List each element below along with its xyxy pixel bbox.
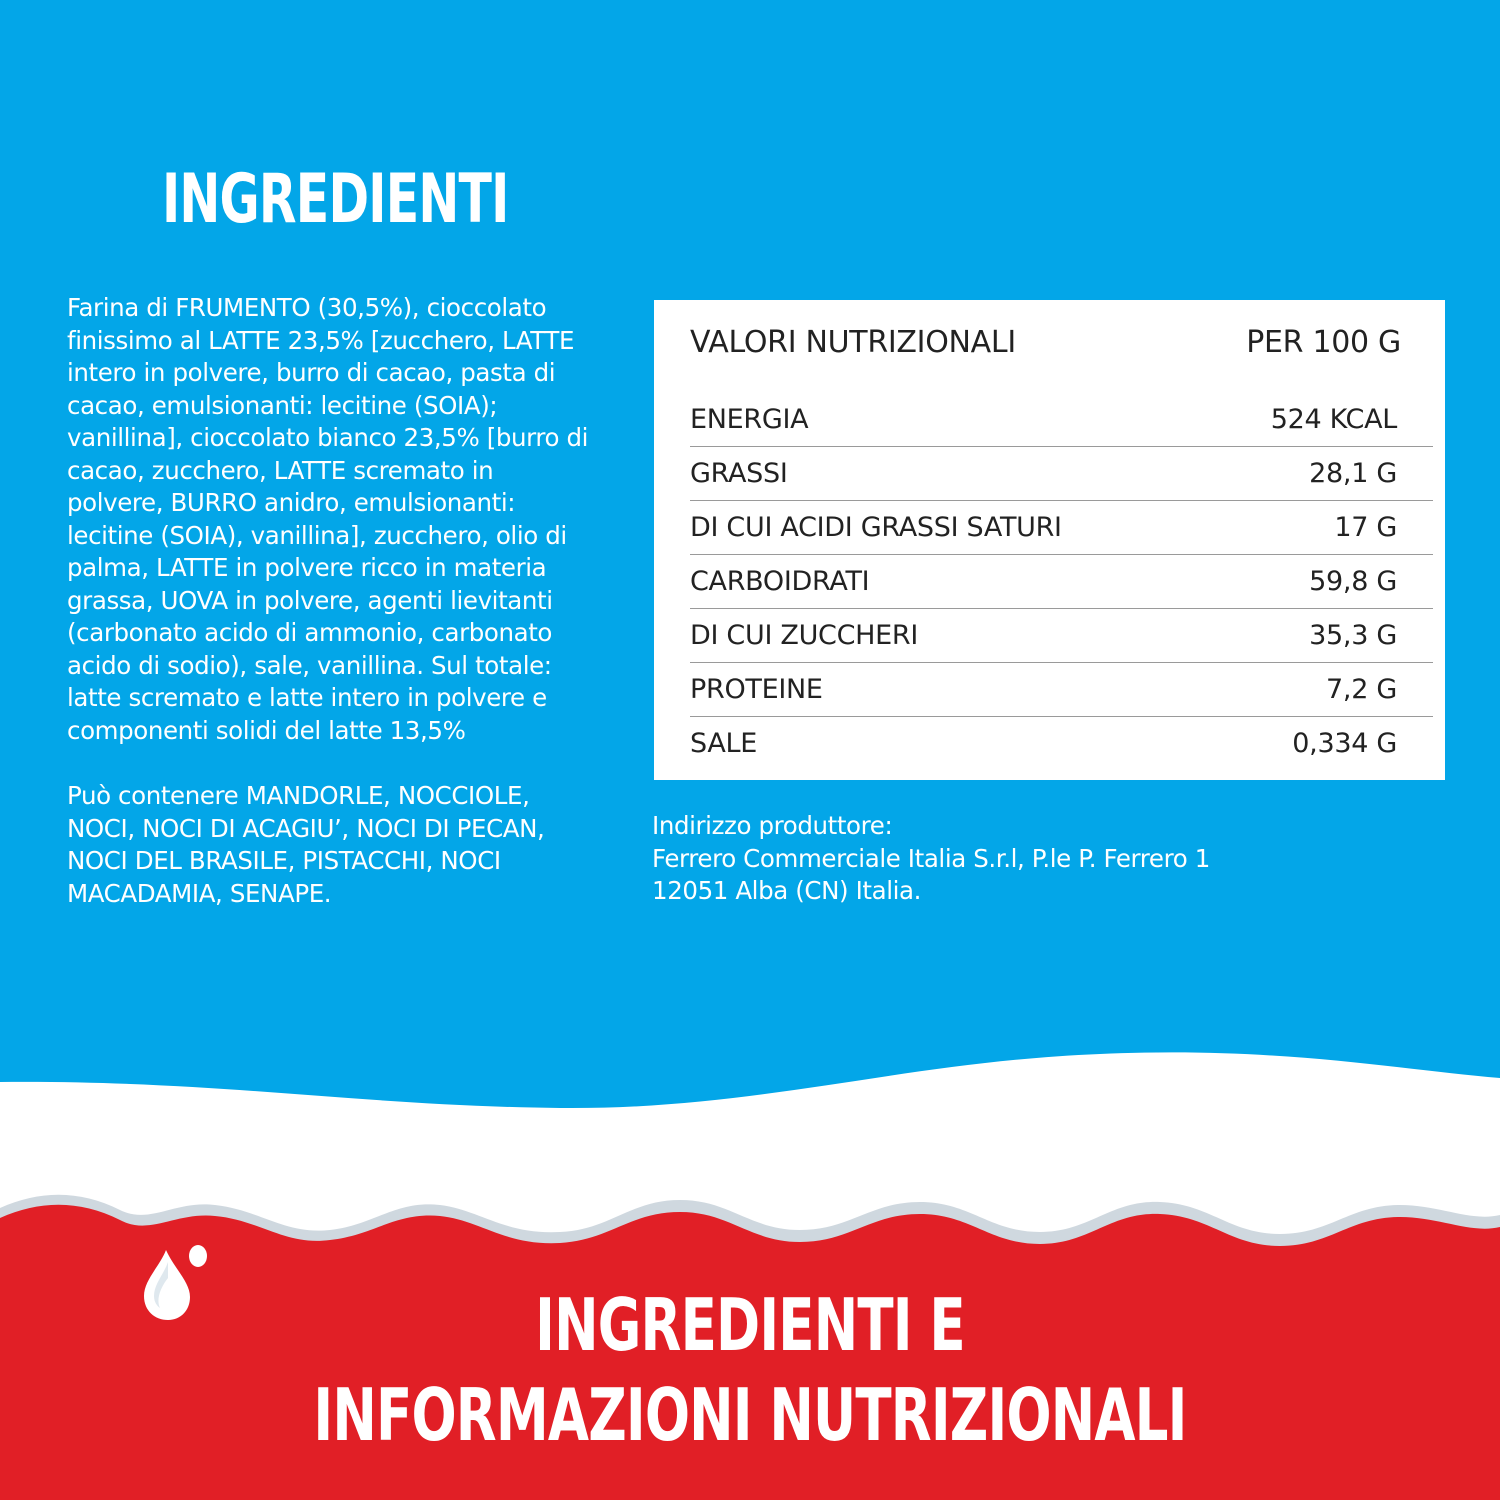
nutrition-row-salt [690, 717, 1433, 770]
nutrition-row-energy [690, 393, 1433, 447]
nutrition-value: 7,2 G [1326, 674, 1397, 705]
nutrition-value: 35,3 G [1309, 620, 1397, 651]
nutrition-label: GRASSI [690, 458, 788, 489]
nutrition-header [690, 322, 1401, 362]
bottom-title [0, 1280, 1500, 1460]
nutrition-rows [690, 393, 1433, 770]
nutrition-label: DI CUI ZUCCHERI [690, 620, 919, 651]
nutrition-header-unit: PER 100 G [1246, 324, 1401, 360]
producer-address: Indirizzo produttore: Ferrero Commerciale Italia S.r.l, P.le P. Ferrero 1 12051 Alba (CN) Italia. [652, 811, 1210, 905]
nutrition-value: 17 G [1334, 512, 1397, 543]
ingredients-title: INGREDIENTI [162, 160, 509, 239]
nutrition-row-carbohydrates [690, 555, 1433, 609]
nutrition-value: 59,8 G [1309, 566, 1397, 597]
nutrition-row-fat [690, 447, 1433, 501]
nutrition-label: PROTEINE [690, 674, 823, 705]
bottom-title-line2: INFORMAZIONI NUTRIZIONALI [313, 1373, 1187, 1457]
nutrition-label: CARBOIDRATI [690, 566, 870, 597]
bottom-title-line1: INGREDIENTI E [535, 1283, 965, 1367]
nutrition-label: SALE [690, 728, 758, 759]
nutrition-table [654, 300, 1445, 780]
nutrition-label: DI CUI ACIDI GRASSI SATURI [690, 512, 1062, 543]
nutrition-row-protein [690, 663, 1433, 717]
allergens-text: Può contenere MANDORLE, NOCCIOLE, NOCI, NOCI DI ACAGIU’, NOCI DI PECAN, NOCI DEL BRASILE, PISTACCHI, NOCI MACADAMIA, SENAPE. [67, 781, 545, 908]
nutrition-row-saturated-fat [690, 501, 1433, 555]
nutrition-label: ENERGIA [690, 404, 809, 435]
ingredients-text: Farina di FRUMENTO (30,5%), cioccolato finissimo al LATTE 23,5% [zucchero, LATTE intero in polvere, burro di cacao, pasta di cacao, emulsionanti: lecitine (SOIA); vanillina], cioccolato bianco 23,5% [burro di cacao, zucchero, LATTE scremato in polvere, BURRO anidro, emulsionanti: lecitine (SOIA), vanillina], zucchero, olio di palma, LATTE in polvere ricco in materia grassa, UOVA in polvere, agenti lievitanti (carbonato acido di ammonio, carbonato acido di sodio), sale, vanillina. Sul totale: latte scremato e latte intero in polvere e componenti solidi del latte 13,5% [67, 293, 589, 745]
nutrition-value: 0,334 G [1292, 728, 1397, 759]
nutrition-row-sugars [690, 609, 1433, 663]
nutrition-header-label: VALORI NUTRIZIONALI [690, 324, 1016, 360]
nutrition-value: 524 KCAL [1270, 404, 1397, 435]
nutrition-value: 28,1 G [1309, 458, 1397, 489]
